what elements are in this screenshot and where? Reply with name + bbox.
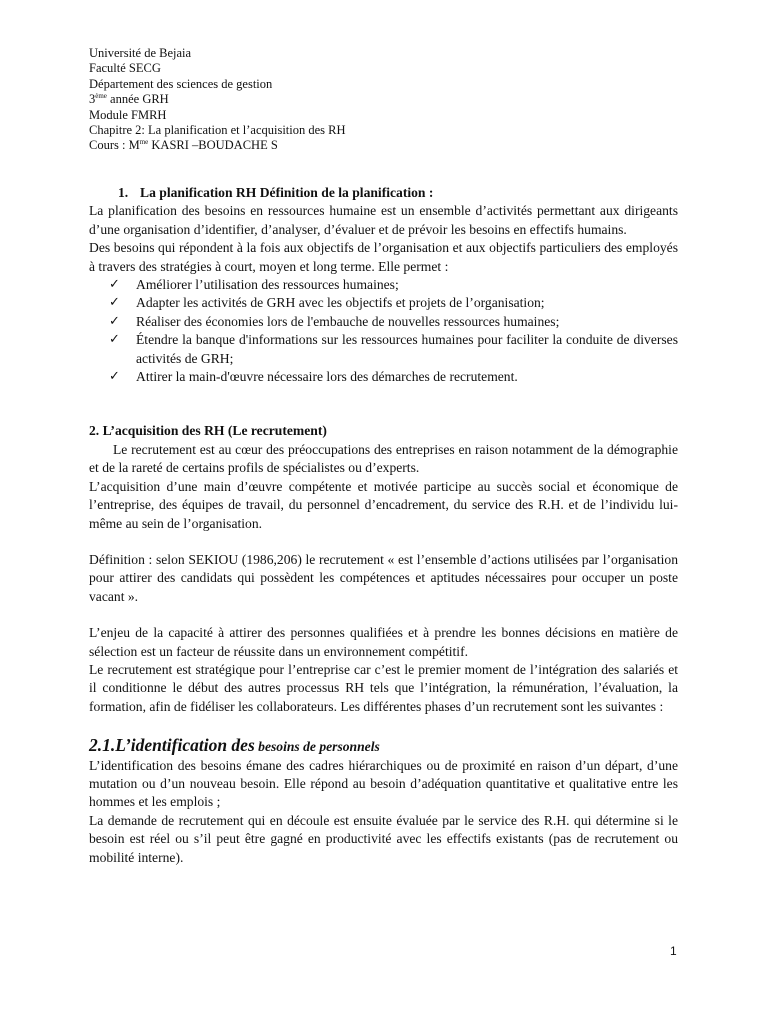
list-item: ✓ Étendre la banque d'informations sur les ressources humaines pour faciliter la conduite de diverses activités de GRH; (109, 332, 678, 366)
definition-paragraph: Définition : selon SEKIOU (1986,206) le recrutement « est l’ensemble d’actions utilisées par l’organisation pour attirer des candidats qui possèdent les compétences et aptitudes nécessaires pour occuper un poste vacant ». (89, 551, 678, 604)
section1-paragraph: Des besoins qui répondent à la fois aux objectifs de l’organisation et aux objectifs particuliers des employés à travers des stratégies à court, moyen et long terme. Elle permet : (89, 240, 678, 274)
header-faculty: Faculté SECG (89, 61, 161, 76)
checkmark-icon: ✓ (109, 369, 120, 385)
checkmark-icon: ✓ (109, 332, 120, 348)
section2-paragraph: Le recrutement est au cœur des préoccupations des entreprises en raison notamment de la démographie et de la rareté de certains profils de spécialistes ou d’experts. (89, 441, 678, 476)
list-item: ✓ Adapter les activités de GRH avec les objectifs et projets de l’organisation; (89, 294, 678, 312)
document-header (89, 46, 346, 154)
header-chapter: Chapitre 2: La planification et l’acquisition des RH (89, 123, 346, 138)
header-university: Université de Bejaia (89, 46, 192, 60)
header-module: Module FMRH (89, 107, 167, 122)
section1-heading: 1. La planification RH Définition de la planification : (118, 185, 434, 200)
section2-paragraph: L’acquisition d’une main d’œuvre compétente et motivée participe au succès social et économique de l’entreprise, des équipes de travail, du personnel d’encadrement, du service des R.H. et de l’individu lui-même au sein de l’organisation. (89, 478, 678, 531)
section1-paragraph: La planification des besoins en ressources humaine est un ensemble d’activités permettant aux dirigeants d’une organisation d’identifier, d’analyser, d’évaluer et de prévoir les besoins en effectifs humains. (89, 203, 678, 237)
section2-heading: 2. L’acquisition des RH (Le recrutement) (89, 423, 327, 439)
section2-paragraph: Le recrutement est stratégique pour l’entreprise car c’est le premier moment de l’intégration des salariés et il conditionne le début des autres processus RH tels que l’intégration, la rémunération, l’évaluation, la formation, afin de fidéliser les collaborateurs. Les différentes phases d’un recrutement sont les suivantes : (89, 661, 678, 714)
header-course: Cours : $M^{me}$ KASRI –BOUDACHE S (89, 138, 278, 153)
header-year: 3ème année GRH (89, 92, 169, 107)
section21-paragraph: La demande de recrutement qui en découle est ensuite évaluée par le service des R.H. qui détermine si le besoin est réel ou s’il peut être gagné en productivité avec les effectifs existants (pas de recrutement ou mobilité interne). (89, 812, 678, 865)
checkmark-icon: ✓ (109, 295, 120, 311)
section2-paragraph: L’enjeu de la capacité à attirer des personnes qualifiées et à prendre les bonnes décisions en matière de sélection est un facteur de réussite dans un environnement compétitif. (89, 625, 678, 659)
list-item: ✓ Réaliser des économies lors de l'embauche de nouvelles ressources humaines; (89, 313, 678, 331)
checkmark-icon: ✓ (109, 277, 120, 293)
checkmark-icon: ✓ (109, 313, 120, 329)
section21-paragraph: L’identification des besoins émane des cadres hiérarchiques ou de proximité en raison d’un départ, d’une mutation ou d’un nouveau besoin. Elle répond au besoin d’adéquation quantitative et qualitative entre les hommes et les emplois ; (89, 757, 678, 810)
header-department: Département des sciences de gestion (89, 76, 273, 91)
document-body (89, 184, 678, 867)
list-item: ✓ Attirer la main-d'œuvre nécessaire lors des démarches de recrutement. (89, 368, 678, 386)
list-item: ✓ Améliorer l’utilisation des ressources humaines; (89, 276, 678, 294)
section21-heading: 2.1.L’identification des besoins de personnels (89, 735, 380, 756)
page-number: 1 (670, 944, 677, 958)
benefits-list (89, 276, 678, 386)
